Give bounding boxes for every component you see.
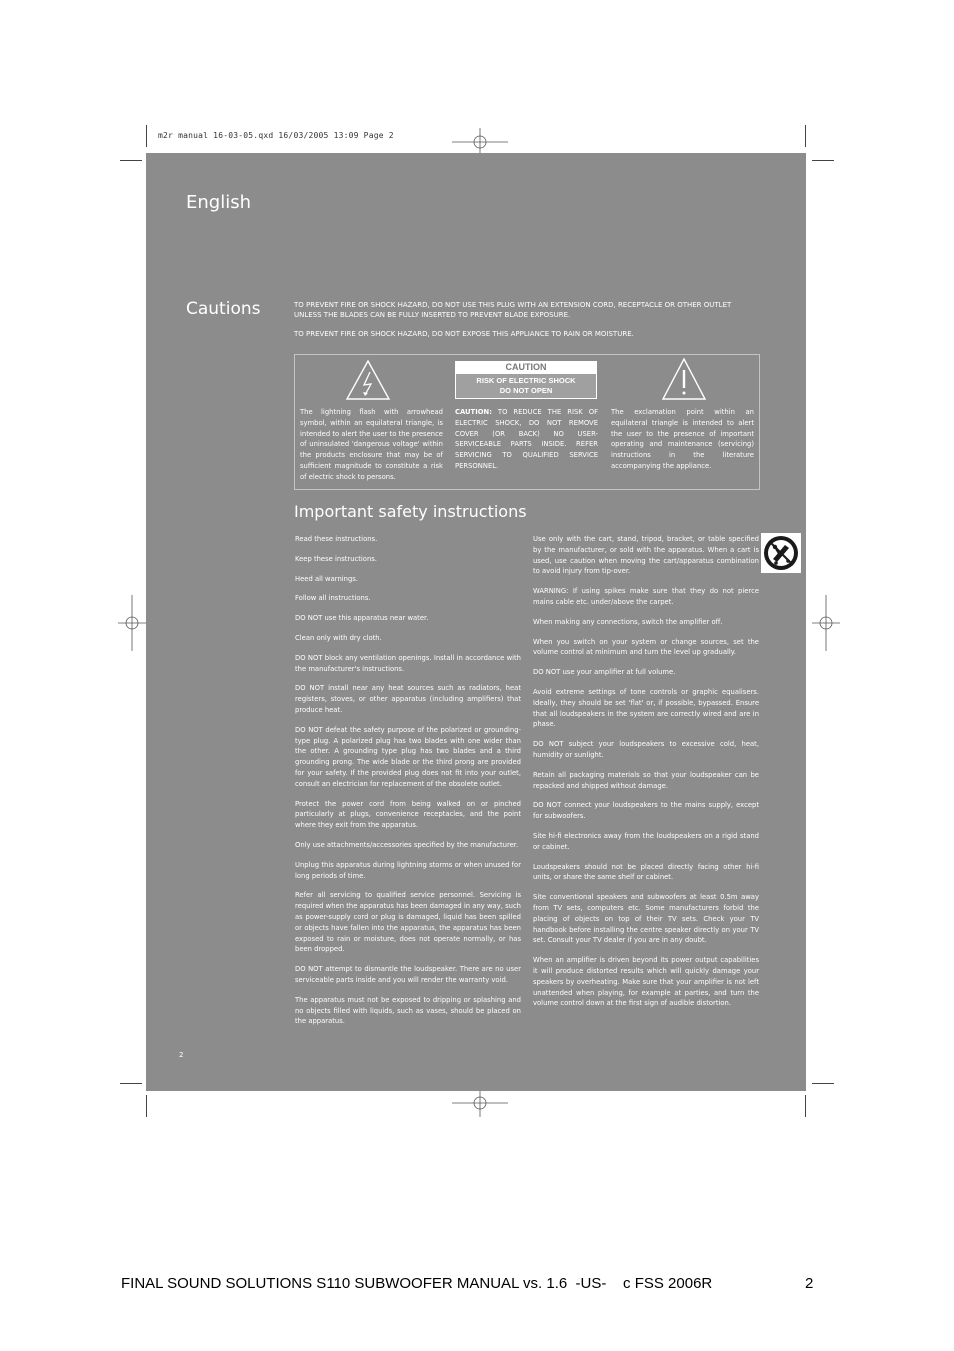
lightning-explanation: The lightning flash with arrowhead symbol, within an equilateral triangle, is intended to alert the user to the presence of uninsulated 'dangerous voltage' within the products enclosure that may be of sufficient magnitude to constitute a risk of electric shock to persons. xyxy=(300,408,443,481)
cautions-heading: Cautions xyxy=(186,299,261,319)
registration-mark-icon xyxy=(812,595,840,651)
crop-mark xyxy=(146,125,147,147)
safety-item: DO NOT use this apparatus near water. xyxy=(295,614,429,623)
registration-mark-icon xyxy=(452,128,508,156)
crop-mark xyxy=(146,1095,147,1117)
crop-mark xyxy=(805,1095,806,1117)
caution-symbols-box xyxy=(294,354,760,490)
caution-badge xyxy=(455,361,597,399)
registration-mark-icon xyxy=(452,1089,508,1117)
caution-label: CAUTION: xyxy=(455,408,492,416)
caution-paragraph: TO PREVENT FIRE OR SHOCK HAZARD, DO NOT EXPOSE THIS APPLIANCE TO RAIN OR MOISTURE. xyxy=(294,330,634,338)
safety-item: Follow all instructions. xyxy=(295,594,371,603)
crop-mark xyxy=(812,1083,834,1084)
language-heading: English xyxy=(186,192,251,213)
safety-item: DO NOT subject your loudspeakers to excessive cold, heat, humidity or sunlight. xyxy=(533,740,759,759)
safety-item: Site conventional speakers and subwoofers at least 0.5m away from TV sets, computers etc. Some manufacturers forbid the placing of objects on top of their TV sets. Check your TV handbook before installing the centre speaker directly on your TV set. Consult your TV dealer if you are in any doubt. xyxy=(533,893,759,945)
safety-item: Only use attachments/accessories specified by the manufacturer. xyxy=(295,840,519,849)
safety-item: Unplug this apparatus during lightning storms or when unused for long periods of time. xyxy=(295,860,521,880)
inner-page-number: 2 xyxy=(179,1051,184,1059)
safety-item: Keep these instructions. xyxy=(295,554,377,563)
caution-badge-line: DO NOT OPEN xyxy=(499,386,553,395)
safety-item: Site hi-fi electronics away from the loudspeakers on a rigid stand or cabinet. xyxy=(533,831,759,851)
safety-list-right xyxy=(533,534,759,1018)
caution-badge-line: RISK OF ELECTRIC SHOCK xyxy=(476,376,576,385)
safety-item: Read these instructions. xyxy=(295,535,378,543)
caution-explanation-text: TO REDUCE THE RISK OF ELECTRIC SHOCK, DO NOT REMOVE COVER (OR BACK) NO USER-SERVICEABLE PARTS INSIDE. REFER SERVICING TO QUALIFIED SERVICE PERSONNEL. xyxy=(455,408,598,470)
footer-page-number: 2 xyxy=(805,1275,814,1292)
safety-item: DO NOT block any ventilation openings. Install in accordance with the manufacturer's instructions. xyxy=(295,653,521,673)
document-footer: FINAL SOUND SOLUTIONS S110 SUBWOOFER MANUAL vs. 1.6 -US- c FSS 2006R xyxy=(121,1275,713,1292)
exclamation-explanation: The exclamation point within an equilateral triangle is intended to alert the user to the presence of important operating and maintenance (servicing) instructions in the literature accompanying the appliance. xyxy=(611,408,754,470)
safety-item: DO NOT defeat the safety purpose of the polarized or grounding-type plug. A polarized plug has two blades with one wider than the other. A grounding type plug has two blades and a third grounding prong. The wide blade or the third prong are provided for your safety. If the provided plug does not fit into your outlet, consult an electrician for replacement of the obsolete outlet. xyxy=(295,725,521,788)
safety-item: When an amplifier is driven beyond its power output capabilities it will produce distorted results which will quickly damage your speakers by overheating. Make sure that your amplifier is not left unattended when playing, for example at parties, and turn the volume control down at the first sign of audible distortion. xyxy=(533,956,759,1008)
safety-item: Loudspeakers should not be placed directly facing other hi-fi units, or share the same shelf or cabinet. xyxy=(533,862,759,882)
safety-list-left xyxy=(295,534,521,1036)
safety-item: When making any connections, switch the amplifier off. xyxy=(533,617,723,626)
crop-mark xyxy=(805,125,806,147)
caution-paragraph: TO PREVENT FIRE OR SHOCK HAZARD, DO NOT USE THIS PLUG WITH AN EXTENSION CORD, RECEPTACLE OR OTHER OUTLET UNLESS THE BLADES CAN BE FULLY INSERTED TO PREVENT BLADE EXPOSURE. xyxy=(294,301,732,319)
safety-item: Retain all packaging materials so that your loudspeaker can be repacked and shipped without damage. xyxy=(533,770,759,790)
cautions-text xyxy=(294,300,760,348)
safety-item: Clean only with dry cloth. xyxy=(295,633,382,642)
cart-tipover-warning-icon xyxy=(761,533,801,573)
safety-item: DO NOT install near any heat sources such as radiators, heat registers, stoves, or other apparatus (including amplifiers) that produce heat. xyxy=(295,684,521,714)
safety-item: Protect the power cord from being walked on or pinched particularly at plugs, convenience receptacles, and the point where they exit from the apparatus. xyxy=(295,799,521,830)
registration-mark-icon xyxy=(118,595,146,651)
safety-item: DO NOT use your amplifier at full volume. xyxy=(533,668,676,677)
crop-mark xyxy=(120,160,142,161)
safety-item: Use only with the cart, stand, tripod, bracket, or table specified by the manufacturer, or sold with the apparatus. When a cart is used, use caution when moving the cart/apparatus combination to avoid injury from tip-over. xyxy=(533,535,759,576)
crop-mark xyxy=(120,1083,142,1084)
safety-item: WARNING: If using spikes make sure that they do not pierce mains cable etc. under/above the carpet. xyxy=(533,587,759,606)
safety-item: DO NOT attempt to dismantle the loudspeaker. There are no user serviceable parts inside and you will render the warranty void. xyxy=(295,965,521,984)
caution-badge-warning xyxy=(455,374,597,399)
safety-item: DO NOT connect your loudspeakers to the mains supply, except for subwoofers. xyxy=(533,801,759,821)
lightning-triangle-icon xyxy=(345,359,391,401)
safety-heading: Important safety instructions xyxy=(294,502,527,521)
safety-item: Heed all warnings. xyxy=(295,574,358,583)
safety-item: The apparatus must not be exposed to dripping or splashing and no objects filled with liquids, such as vases, should be placed on the apparatus. xyxy=(295,995,521,1026)
caution-explanation xyxy=(455,407,598,472)
crop-mark xyxy=(812,160,834,161)
caution-badge-title: CAUTION xyxy=(455,361,597,374)
exclamation-triangle-icon xyxy=(661,357,707,401)
safety-item: Refer all servicing to qualified service personnel. Servicing is required when the apparatus has been damaged in any way, such as power-supply cord or plug is damaged, liquid has been spilled or objects have fallen into the apparatus, the apparatus has been exposed to rain or moisture, does not operate normally, or has been dropped. xyxy=(295,891,521,954)
safety-item: Avoid extreme settings of tone controls or graphic equalisers. Ideally, they should be set 'flat' or, if possible, bypassed. Ensure that all loudspeakers in the system are correctly wired and are in phase. xyxy=(533,687,759,729)
safety-item: When you switch on your system or change sources, set the volume control at minimum and turn the level up gradually. xyxy=(533,637,759,657)
print-header-line: m2r manual 16-03-05.qxd 16/03/2005 13:09 Page 2 xyxy=(158,131,394,140)
